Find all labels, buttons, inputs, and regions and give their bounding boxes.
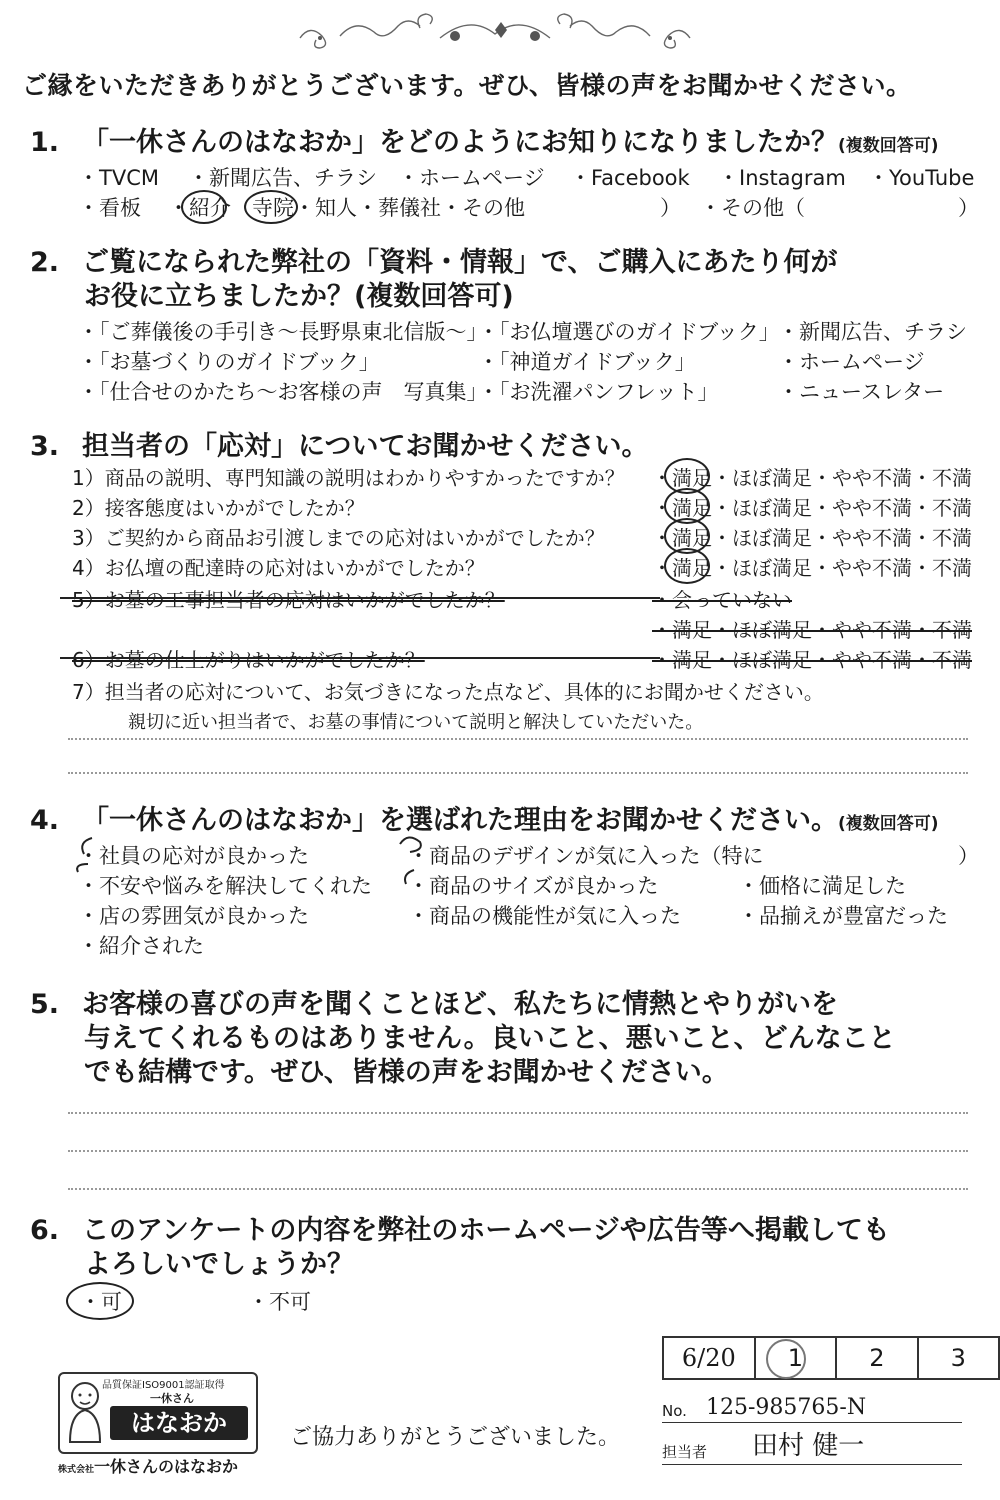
question-number: 3. (30, 431, 60, 462)
question-6-line2: よろしいでしょうか？ (84, 1249, 354, 1280)
staff-line (662, 1430, 962, 1465)
box-3: 3 (918, 1337, 999, 1379)
logo-certification: 品質保証ISO9001認証取得 (102, 1380, 225, 1391)
option-staff-response[interactable]: ・社員の応対が良かった (78, 844, 309, 868)
option-store-atmosphere[interactable]: ・店の雰囲気が良かった (78, 904, 309, 928)
option-facebook[interactable]: ・Facebook (570, 166, 690, 190)
question-1-title (30, 120, 939, 159)
floral-ornament (290, 8, 700, 54)
question-number: 6. (30, 1215, 60, 1246)
question-number: 4. (30, 805, 60, 836)
q3-item-1: 1）商品の説明、専門知識の説明はわかりやすかったですか？ (72, 466, 625, 490)
option-referral[interactable]: ・紹介（寺院・知人・葬儀社・その他 (168, 196, 525, 220)
option-homepage[interactable]: ・ホームページ (398, 166, 545, 190)
question-number: 2. (30, 247, 60, 278)
option-product-design[interactable]: ・商品のデザインが気に入った（特に (408, 844, 764, 868)
question-3-title (30, 424, 648, 463)
inspection-stamp (766, 1339, 806, 1379)
tracking-boxes (662, 1336, 1000, 1380)
number-label: No. (662, 1402, 687, 1420)
option-butsudan-guide[interactable]: ・「お仏壇選びのガイドブック」 (478, 320, 780, 344)
option-wide-selection[interactable]: ・品揃えが豊富だった (738, 904, 948, 928)
multiple-answer-note: (複数回答可) (838, 136, 939, 156)
staff-label: 担当者 (662, 1443, 708, 1461)
intro-text: ご縁をいただきありがとうございます。ぜひ、皆様の声をお聞かせください。 (22, 71, 912, 100)
strikethrough-line (60, 657, 660, 659)
referral-close-paren: ） (660, 196, 681, 220)
monk-mascot-icon (64, 1378, 106, 1446)
option-newspaper[interactable]: ・新聞広告、チラシ (188, 166, 377, 190)
option-allow[interactable]: ・可 (80, 1290, 122, 1314)
option-product-function[interactable]: ・商品の機能性が気に入った (408, 904, 681, 928)
box-2: 2 (836, 1337, 917, 1379)
question-4-title (30, 798, 939, 837)
question-text: 担当者の「応対」についてお聞かせください。 (82, 431, 649, 462)
question-text: お役に立ちましたか？ (84, 281, 354, 312)
box-1: 1 (755, 1337, 836, 1379)
strikethrough-line (60, 597, 660, 599)
question-text: このアンケートの内容を弊社のホームページや広告等へ掲載しても (82, 1215, 890, 1246)
option-newspaper-2[interactable]: ・新聞広告、チラシ (778, 320, 967, 344)
option-laundry-pamphlet[interactable]: ・「お洗濯パンフレット」 (478, 380, 719, 404)
option-disallow[interactable]: ・不可 (248, 1290, 311, 1314)
question-number: 5. (30, 989, 60, 1020)
logo-company-prefix: 株式会社 (58, 1465, 95, 1475)
logo-company-text: 一休さんのはなおか (94, 1457, 239, 1476)
other-close-paren: ） (958, 196, 979, 220)
q3-item-1-choices[interactable]: ・満足・ほぼ満足・やや不満・不満 (652, 466, 972, 490)
q3-item-3-choices[interactable]: ・満足・ほぼ満足・やや不満・不満 (652, 526, 972, 550)
multiple-answer-note: (複数回答可) (838, 814, 939, 834)
logo-company-name (58, 1454, 238, 1477)
option-product-size[interactable]: ・商品のサイズが良かった (408, 874, 659, 898)
option-solved-worries[interactable]: ・不安や悩みを解決してくれた (78, 874, 372, 898)
logo-big-name: はなおか (110, 1406, 248, 1440)
option-photo-collection[interactable]: ・「仕合せのかたち〜お客様の声 写真集」 (78, 380, 488, 404)
logo-small-name: 一休さん (150, 1392, 194, 1405)
answer-line (68, 738, 968, 740)
q3-item-2: 2）接客態度はいかがでしたか？ (72, 496, 365, 520)
staff-value[interactable]: 田村 健一 (752, 1431, 865, 1461)
option-other[interactable]: ・その他（ (700, 196, 805, 220)
option-price[interactable]: ・価格に満足した (738, 874, 906, 898)
date-box: 6/20 (663, 1337, 755, 1379)
question-2-title-line2 (84, 274, 514, 313)
option-homepage-2[interactable]: ・ホームページ (778, 350, 925, 374)
number-line (662, 1392, 962, 1423)
option-newsletter[interactable]: ・ニュースレター (778, 380, 945, 404)
answer-circle-temple (244, 190, 298, 224)
answer-circle-allow (66, 1282, 134, 1320)
option-youtube[interactable]: ・YouTube (868, 166, 975, 190)
q3-item-3: 3）ご契約から商品お引渡しまでの応対はいかがでしたか？ (72, 526, 605, 550)
q3-item-6-choices[interactable]: ・満足・ほぼ満足・やや不満・不満 (652, 648, 972, 672)
q3-handwritten-answer[interactable]: 親切に近い担当者で、お墓の事情について説明と解決していただいた。 (128, 712, 704, 733)
option-funeral-guide[interactable]: ・「ご葬儀後の手引き〜長野県東北信版〜」 (78, 320, 488, 344)
option-shinto-guide[interactable]: ・「神道ガイドブック」 (478, 350, 696, 374)
multiple-answer-note: (複数回答可) (354, 281, 514, 312)
answer-check-mark (70, 832, 110, 902)
option-instagram[interactable]: ・Instagram (718, 166, 846, 190)
option-tvcm[interactable]: ・TVCM (78, 166, 159, 190)
answer-line (68, 1188, 968, 1190)
q3-item-4-choices[interactable]: ・満足・ほぼ満足・やや不満・不満 (652, 556, 972, 580)
answer-circle-referral (181, 190, 227, 224)
q3-item-5-choices[interactable]: ・満足・ほぼ満足・やや不満・不満 (652, 618, 972, 642)
answer-circle-satisfied (664, 548, 710, 584)
thanks-message: ご協力ありがとうございました。 (290, 1425, 621, 1450)
company-logo (58, 1372, 254, 1476)
q3-item-5-struck: 5）お墓の工事担当者の応対はいかがでしたか？ (72, 588, 505, 612)
option-signboard[interactable]: ・看板 (78, 196, 141, 220)
answer-check-mark (394, 832, 434, 902)
number-value[interactable]: 125-985765-N (706, 1395, 867, 1420)
option-referred[interactable]: ・紹介された (78, 934, 204, 958)
q3-item-6-struck: 6）お墓の仕上がりはいかがでしたか？ (72, 648, 425, 672)
question-5-line2: 与えてくれるものはありません。良いこと、悪いこと、どんなこと (84, 1023, 896, 1054)
answer-line (68, 772, 968, 774)
question-text: お客様の喜びの声を聞くことほど、私たちに情熱とやりがいを (82, 989, 838, 1020)
question-5-line3: でも結構です。ぜひ、皆様の声をお聞かせください。 (84, 1057, 729, 1088)
q3-item-7: 7）担当者の応対について、お気づきになった点など、具体的にお聞かせください。 (72, 680, 824, 704)
design-close-paren: ） (958, 844, 979, 868)
answer-line (68, 1150, 968, 1152)
question-text: 「一休さんのはなおか」を選ばれた理由をお聞かせください。 (82, 805, 838, 836)
q3-item-2-choices[interactable]: ・満足・ほぼ満足・やや不満・不満 (652, 496, 972, 520)
answer-line (68, 1112, 968, 1114)
q3-item-5-not-met[interactable]: ・会っていない (652, 588, 792, 612)
q3-item-4: 4）お仏壇の配達時の応対はいかがでしたか？ (72, 556, 485, 580)
question-text: ご覧になられた弊社の「資料・情報」で、ご購入にあたり何が (82, 247, 838, 278)
option-grave-guide[interactable]: ・「お墓づくりのガイドブック」 (78, 350, 380, 374)
question-text: 「一休さんのはなおか」をどのようにお知りになりましたか？ (82, 127, 838, 158)
question-number: 1. (30, 127, 60, 158)
